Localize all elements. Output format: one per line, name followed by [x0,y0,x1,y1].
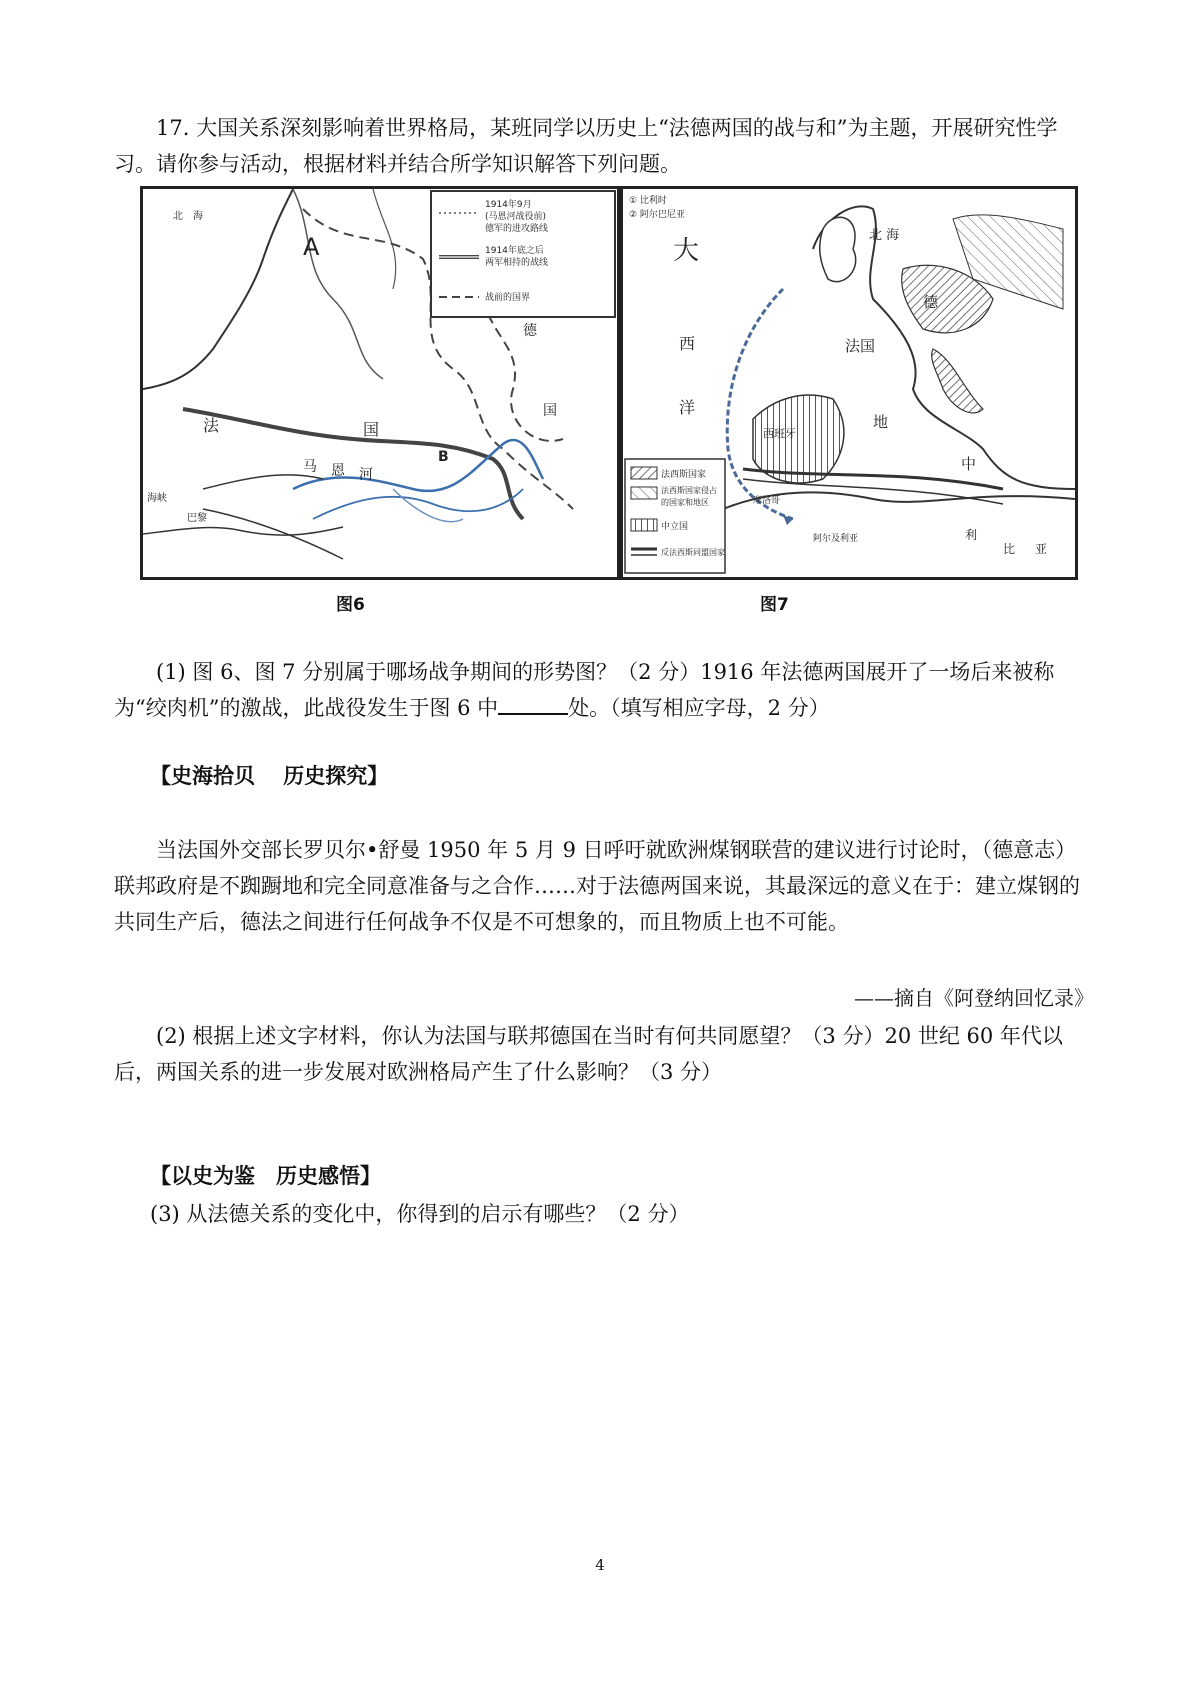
page-number: 4 [595,1556,605,1574]
map6-legend-item1-line1: 1914年9月 [485,200,532,210]
map-7-drawing [623,189,1075,577]
map7-label-atlantic-3: 洋 [679,398,696,417]
map6-label-paris: 巴黎 [187,513,207,524]
map7-label-spain: 西班牙 [763,427,796,440]
map7-label-libya-2: 比 [1003,542,1016,556]
map7-legend-top-item2: ② 阿尔巴尼亚 [629,210,685,220]
map6-label-marne-3: 河 [359,467,373,483]
map6-legend-item2-line2: 两军相持的战线 [485,258,549,268]
map6-label-marne-1: 马 [303,459,317,475]
map7-label-france: 法国 [845,337,876,355]
map7-caption: 图7 [760,595,789,615]
map7-label-libya-3: 亚 [1035,542,1048,556]
map7-legend-bottom-item2-line2: 的国家和地区 [661,498,709,507]
map-figure-6 [140,186,620,580]
map7-label-atlantic-1: 大 [673,236,700,266]
map6-legend-item3: 战前的国界 [485,293,531,303]
section-3-heading: 【以史为鉴 历史感悟】 [150,1164,381,1188]
sub-question-1-text-b: 处。（填写相应字母，2 分） [568,696,830,720]
map7-label-germany: 德 [923,293,939,311]
sub-question-2: (2) 根据上述文字材料，你认为法国与联邦德国在当时有何共同愿望？（3 分）20 世纪 60 年代以后，两国关系的进一步发展对欧洲格局产生了什么影响？（3 分） [114,1024,1063,1084]
map6-label-germany-2: 国 [543,403,557,419]
map6-legend-item1-line3: 德军的进攻路线 [485,224,549,234]
map-6-drawing [143,189,617,577]
section-2-heading: 【史海拾贝 历史探究】 [150,764,389,788]
map7-label-north-sea: 北 海 [869,228,900,243]
map6-label-point-a: A [303,233,320,261]
map6-label-north-sea: 北 海 [173,211,203,222]
sub-question-1 [114,654,1094,726]
map7-label-libya-1: 利 [965,528,978,542]
question-intro: 17. 大国关系深刻影响着世界格局，某班同学以历史上“法德两国的战与和”为主题，开展研究性学习。请你参与活动，根据材料并结合所学知识解答下列问题。 [114,116,1058,176]
map7-label-med-1: 地 [873,413,889,431]
map6-legend-item1-line2: (马恩河战役前) [485,212,547,222]
map6-label-channel: 海峡 [147,493,167,504]
map7-legend-top-item1: ① 比利时 [629,196,667,206]
map7-label-morocco: 摩洛哥 [753,496,781,506]
map6-label-point-b: B [438,449,449,465]
map7-legend-bottom-item1: 法西斯国家 [661,470,707,480]
section-2-material: 当法国外交部长罗贝尔•舒曼 1950 年 5 月 9 日呼吁就欧洲煤钢联营的建议进行讨论时，（德意志）联邦政府是不踟蹰地和完全同意准备与之合作……对于法德两国来说，其最深远的意义在于：建立煤钢的共同生产后，德法之间进行任何战争不仅是不可想象的，而且物质上也不可能。 [114,838,1080,934]
map6-label-france-2: 国 [363,420,380,439]
sub-question-1-text-a: (1) 图 6、图 7 分别属于哪场战争期间的形势图？（2 分）1916 年法德两国展开了一场后来被称为“绞肉机”的激战，此战役发生于图 6 中 [114,660,1055,720]
map-figure-7 [620,186,1078,580]
map7-legend-bottom-item3: 中立国 [661,522,689,532]
map7-label-med-2: 中 [961,455,977,473]
map7-label-algeria: 阿尔及利亚 [813,534,859,544]
section-2-source: ——摘自《阿登纳回忆录》 [854,986,1094,1010]
map6-caption: 图6 [336,595,365,615]
map7-label-atlantic-2: 西 [679,334,696,353]
map7-legend-bottom-item2-line1: 法西斯国家侵占 [661,486,717,495]
map6-label-france-1: 法 [203,416,220,435]
map7-legend-bottom-item4: 反法西斯同盟国家 [661,548,725,557]
sub-question-3: (3) 从法德关系的变化中，你得到的启示有哪些？（2 分） [150,1202,690,1226]
map6-label-germany-1: 德 [523,323,537,339]
map6-legend-item2-line1: 1914年底之后 [485,246,544,256]
answer-blank[interactable] [498,691,568,715]
map6-label-marne-2: 恩 [331,463,345,479]
